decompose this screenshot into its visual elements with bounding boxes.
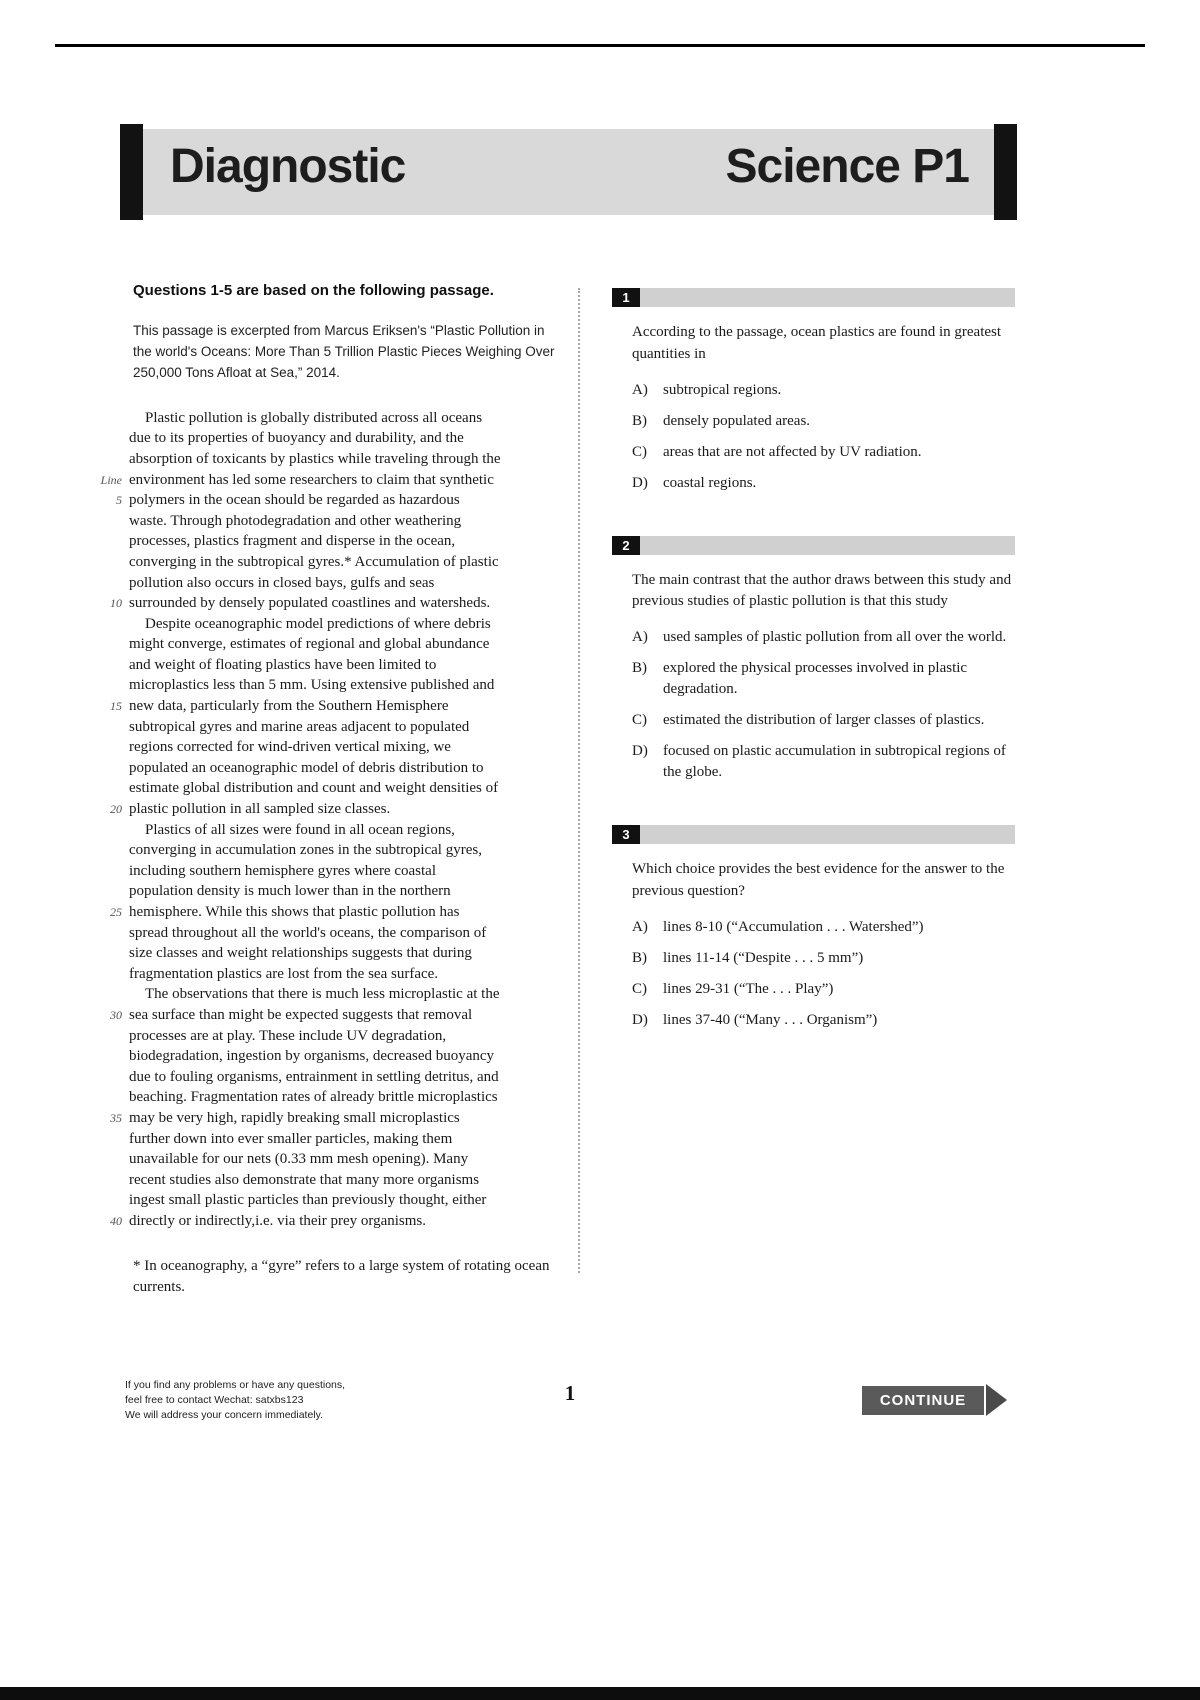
option-letter: A) xyxy=(632,918,648,935)
line-number xyxy=(95,758,129,779)
line-number xyxy=(95,1087,129,1108)
question-header xyxy=(612,536,1015,555)
passage-line-text: may be very high, rapidly breaking small microplastics xyxy=(129,1109,460,1126)
option-letter: C) xyxy=(632,712,647,728)
question-prompt: Which choice provides the best evidence for the answer to the previous question? xyxy=(632,861,1005,899)
option-letter: A) xyxy=(632,381,648,398)
continue-arrow-icon xyxy=(986,1384,1007,1416)
question-header xyxy=(612,288,1015,307)
continue-button[interactable] xyxy=(862,1384,1007,1416)
answer-option xyxy=(632,380,1015,401)
passage-line xyxy=(95,408,563,429)
subject-title: Science P1 xyxy=(725,140,969,193)
passage-line xyxy=(95,778,563,799)
line-number xyxy=(95,1046,129,1067)
option-text: areas that are not affected by UV radiation. xyxy=(663,443,922,460)
line-number: 15 xyxy=(110,699,122,714)
answer-option xyxy=(632,442,1015,463)
passage-directions: Questions 1-5 are based on the following passage. xyxy=(133,282,494,299)
banner-right-bar xyxy=(994,124,1017,220)
line-number xyxy=(95,1129,129,1150)
passage-line xyxy=(95,1170,563,1191)
question-number: 3 xyxy=(612,825,640,844)
passage-line xyxy=(95,799,563,820)
answer-option xyxy=(632,710,1015,731)
passage-line-text: Plastic pollution is globally distributed across all oceans xyxy=(145,409,483,426)
question-number: 2 xyxy=(612,536,640,555)
option-letter: B) xyxy=(632,949,647,966)
line-number xyxy=(95,984,129,1005)
line-number xyxy=(95,531,129,552)
page-number: 1 xyxy=(564,1381,576,1405)
passage-line xyxy=(95,614,563,635)
passage-line xyxy=(95,675,563,696)
line-number xyxy=(95,1026,129,1047)
answer-option xyxy=(632,948,1015,969)
option-letter: A) xyxy=(632,629,648,645)
answer-option xyxy=(632,1010,1015,1031)
line-number: 20 xyxy=(110,802,122,817)
option-text: used samples of plastic pollution from all over the world. xyxy=(663,629,1007,645)
passage-line xyxy=(95,1108,563,1129)
line-number xyxy=(95,881,129,902)
passage-line xyxy=(95,428,563,449)
passage-footnote: * In oceanography, a “gyre” refers to a large system of rotating ocean currents. xyxy=(133,1257,550,1295)
line-number xyxy=(95,1170,129,1191)
passage-line-text: recent studies also demonstrate that many more organisms xyxy=(129,1171,480,1188)
passage-line-text: ingest small plastic particles than previously thought, either xyxy=(129,1192,487,1209)
passage-line xyxy=(95,717,563,738)
question-number: 1 xyxy=(612,288,640,307)
passage-line-text: absorption of toxicants by plastics while traveling through the xyxy=(129,450,501,467)
passage-line-text: microplastics less than 5 mm. Using extensive published and xyxy=(129,677,495,694)
passage-line xyxy=(95,1149,563,1170)
passage-line xyxy=(95,1046,563,1067)
option-letter: C) xyxy=(632,980,647,997)
option-letter: D) xyxy=(632,743,648,759)
passage-line xyxy=(95,470,563,491)
passage-line-text: might converge, estimates of regional and global abundance xyxy=(129,636,490,653)
line-number xyxy=(95,552,129,573)
passage-line-text: processes are at play. These include UV degradation, xyxy=(129,1027,447,1044)
passage-line-text: directly or indirectly,i.e. via their prey organisms. xyxy=(129,1212,426,1229)
passage-line-text: estimate global distribution and count and weight densities of xyxy=(129,780,499,797)
passage xyxy=(95,408,563,1232)
option-letter: D) xyxy=(632,1011,648,1028)
passage-line xyxy=(95,861,563,882)
line-number: 40 xyxy=(110,1213,122,1228)
line-number: 25 xyxy=(110,905,122,920)
line-number xyxy=(95,511,129,532)
passage-line-text: hemisphere. While this shows that plastic pollution has xyxy=(129,904,460,921)
option-text: lines 8-10 (“Accumulation . . . Watershed”) xyxy=(663,918,924,935)
passage-line xyxy=(95,511,563,532)
line-number xyxy=(95,840,129,861)
top-rule xyxy=(55,44,1145,47)
passage-line-text: processes, plastics fragment and disperse in the ocean, xyxy=(129,533,456,550)
passage-line xyxy=(95,552,563,573)
banner-left-bar xyxy=(120,124,143,220)
passage-line-text: further down into ever smaller particles, making them xyxy=(129,1130,453,1147)
passage-line-text: subtropical gyres and marine areas adjacent to populated xyxy=(129,718,470,735)
option-text: subtropical regions. xyxy=(663,381,782,398)
passage-line-text: new data, particularly from the Southern Hemisphere xyxy=(129,698,449,715)
option-letter: B) xyxy=(632,412,647,429)
question-2 xyxy=(612,536,1015,784)
passage-line-text: The observations that there is much less microplastic at the xyxy=(145,986,500,1003)
answer-option xyxy=(632,979,1015,1000)
passage-line xyxy=(95,634,563,655)
passage-line xyxy=(95,923,563,944)
line-number xyxy=(95,428,129,449)
answer-options xyxy=(632,917,1015,1031)
option-text: explored the physical processes involved in plastic degradation. xyxy=(663,660,968,697)
option-letter: C) xyxy=(632,443,647,460)
passage-line-text: unavailable for our nets (0.33 mm mesh opening). Many xyxy=(129,1151,469,1168)
passage-line-text: due to its properties of buoyancy and durability, and the xyxy=(129,430,464,447)
passage-line-text: fragmentation plastics are lost from the sea surface. xyxy=(129,965,439,982)
line-number: 10 xyxy=(110,596,122,611)
bottom-bar xyxy=(0,1687,1200,1700)
passage-line-text: converging in accumulation zones in the subtropical gyres, xyxy=(129,842,482,859)
answer-option xyxy=(632,741,1015,783)
passage-line xyxy=(95,737,563,758)
line-number xyxy=(95,717,129,738)
line-number xyxy=(95,861,129,882)
question-header-bar xyxy=(640,536,1015,555)
passage-line-text: beaching. Fragmentation rates of already brittle microplastics xyxy=(129,1089,498,1106)
answer-option xyxy=(632,411,1015,432)
option-text: lines 37-40 (“Many . . . Organism”) xyxy=(663,1011,878,1028)
passage-line-text: due to fouling organisms, entrainment in settling detritus, and xyxy=(129,1068,499,1085)
passage-line xyxy=(95,1129,563,1150)
passage-line-text: biodegradation, ingestion by organisms, decreased buoyancy xyxy=(129,1048,495,1065)
line-number xyxy=(95,449,129,470)
question-1 xyxy=(612,288,1015,494)
passage-line-text: plastic pollution in all sampled size classes. xyxy=(129,801,391,818)
question-prompt: According to the passage, ocean plastics are found in greatest quantities in xyxy=(632,324,1002,362)
line-number xyxy=(95,675,129,696)
option-text: lines 29-31 (“The . . . Play”) xyxy=(663,980,834,997)
passage-line xyxy=(95,1067,563,1088)
line-number xyxy=(95,964,129,985)
section-title: Diagnostic xyxy=(170,140,406,193)
option-letter: B) xyxy=(632,660,647,676)
passage-line-text: polymers in the ocean should be regarded as hazardous xyxy=(129,492,460,509)
passage-line xyxy=(95,984,563,1005)
line-number xyxy=(95,634,129,655)
passage-line xyxy=(95,1087,563,1108)
option-text: densely populated areas. xyxy=(663,412,811,429)
contact-note-line3: We will address your concern immediately. xyxy=(125,1409,324,1422)
passage-line-text: converging in the subtropical gyres.* Accumulation of plastic xyxy=(129,553,499,570)
passage-line xyxy=(95,531,563,552)
answer-options xyxy=(632,380,1015,494)
passage-source-note: This passage is excerpted from Marcus Eriksen's “Plastic Pollution in the world's Oceans: More Than 5 Trillion Plastic Pieces Weighing Over 250,000 Tons Afloat at Sea,” 2014. xyxy=(133,323,555,380)
answer-option xyxy=(632,627,1015,648)
continue-label: CONTINUE xyxy=(862,1386,984,1415)
line-number xyxy=(95,573,129,594)
answer-option xyxy=(632,473,1015,494)
question-header-bar xyxy=(640,288,1015,307)
passage-line-text: surrounded by densely populated coastlines and watersheds. xyxy=(129,595,491,612)
column-divider xyxy=(578,288,580,1273)
contact-note-line1: If you find any problems or have any questions, xyxy=(125,1379,346,1391)
line-number: 35 xyxy=(110,1110,122,1125)
passage-line-text: Plastics of all sizes were found in all ocean regions, xyxy=(145,821,455,838)
passage-line xyxy=(95,1211,563,1232)
passage-line-text: populated an oceanographic model of debris distribution to xyxy=(129,759,484,776)
option-letter: D) xyxy=(632,474,648,491)
line-number xyxy=(95,1190,129,1211)
passage-line xyxy=(95,943,563,964)
line-number xyxy=(95,1067,129,1088)
option-text: estimated the distribution of larger classes of plastics. xyxy=(663,712,985,728)
question-3 xyxy=(612,825,1015,1031)
answer-options xyxy=(632,627,1015,783)
passage-line-text: spread throughout all the world's oceans, the comparison of xyxy=(129,924,487,941)
contact-note-line2: feel free to contact Wechat: satxbs123 xyxy=(125,1394,304,1407)
passage-line-text: regions corrected for wind-driven vertical mixing, we xyxy=(129,739,451,756)
line-number xyxy=(95,655,129,676)
passage-line-text: and weight of floating plastics have been limited to xyxy=(129,656,437,673)
question-header xyxy=(612,825,1015,844)
line-number: 30 xyxy=(110,1007,122,1022)
passage-line xyxy=(95,1026,563,1047)
passage-line xyxy=(95,593,563,614)
line-number xyxy=(95,820,129,841)
passage-line-text: environment has led some researchers to claim that synthetic xyxy=(129,471,494,488)
contact-note xyxy=(125,1378,345,1424)
passage-column xyxy=(95,282,563,1298)
passage-line xyxy=(95,1005,563,1026)
passage-line-text: size classes and weight relationships suggests that during xyxy=(129,945,472,962)
passage-line xyxy=(95,820,563,841)
passage-line xyxy=(95,696,563,717)
answer-option xyxy=(632,917,1015,938)
question-prompt: The main contrast that the author draws between this study and previous studies of plastic pollution is that this study xyxy=(632,571,1012,610)
line-number xyxy=(95,943,129,964)
passage-line-text: waste. Through photodegradation and other weathering xyxy=(129,512,462,529)
line-number xyxy=(95,923,129,944)
passage-line xyxy=(95,1190,563,1211)
line-number: Line xyxy=(100,472,122,487)
option-text: focused on plastic accumulation in subtropical regions of the globe. xyxy=(663,743,1006,780)
line-number xyxy=(95,778,129,799)
passage-line xyxy=(95,758,563,779)
line-number: 5 xyxy=(116,493,122,508)
passage-line xyxy=(95,840,563,861)
passage-line xyxy=(95,573,563,594)
line-number xyxy=(95,1149,129,1170)
line-number xyxy=(95,408,129,429)
questions-column xyxy=(612,288,1015,1073)
line-number xyxy=(95,737,129,758)
passage-line-text: including southern hemisphere gyres where coastal xyxy=(129,862,436,879)
passage-line xyxy=(95,902,563,923)
passage-line-text: sea surface than might be expected suggests that removal xyxy=(129,1006,473,1023)
passage-line-text: population density is much lower than in the northern xyxy=(129,883,451,900)
passage-line xyxy=(95,655,563,676)
passage-line-text: Despite oceanographic model predictions of where debris xyxy=(145,615,491,632)
option-text: coastal regions. xyxy=(663,474,757,491)
passage-line xyxy=(95,964,563,985)
option-text: lines 11-14 (“Despite . . . 5 mm”) xyxy=(663,949,864,966)
answer-option xyxy=(632,658,1015,700)
passage-line-text: pollution also occurs in closed bays, gulfs and seas xyxy=(129,574,435,591)
passage-line xyxy=(95,490,563,511)
question-header-bar xyxy=(640,825,1015,844)
header-banner xyxy=(120,129,1017,215)
passage-line xyxy=(95,881,563,902)
line-number xyxy=(95,614,129,635)
passage-line xyxy=(95,449,563,470)
